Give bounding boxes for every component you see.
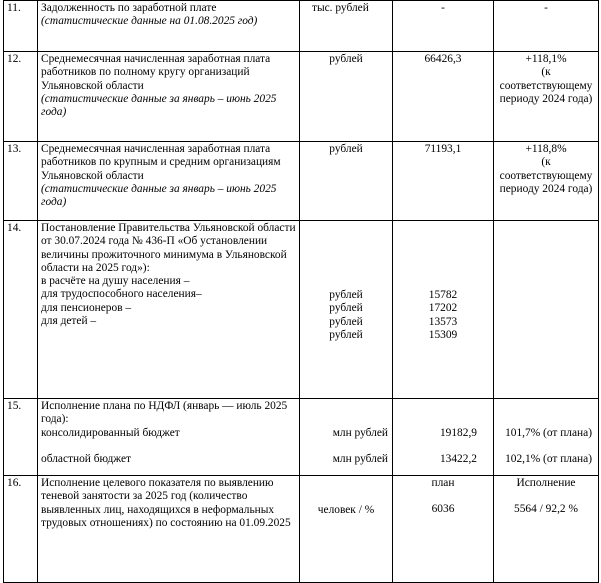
change-note-3: периоду 2024 года) bbox=[499, 182, 593, 195]
sub-unit: млн рублей bbox=[332, 427, 388, 439]
indicator-note: (статистические данные за январь – июнь 2025 года) bbox=[41, 92, 277, 119]
table-row bbox=[4, 476, 599, 583]
value-text: 6036 bbox=[431, 503, 455, 516]
indicator-note: (статистические данные на 01.08.2025 год) bbox=[41, 15, 258, 28]
indicator-cell bbox=[38, 142, 300, 221]
indicator-note: (статистические данные за январь – июнь 2025 года) bbox=[41, 182, 277, 209]
sub-label-consolidated: консолидированный бюджет bbox=[41, 426, 180, 439]
value-cell bbox=[393, 221, 494, 399]
sub-value: 15309 bbox=[428, 328, 458, 341]
unit-cell bbox=[300, 476, 393, 583]
sub-value: 13573 bbox=[428, 315, 458, 328]
table-row bbox=[4, 52, 599, 142]
unit-cell: тыс. рублей bbox=[300, 1, 393, 52]
change-percent: +118,8% bbox=[525, 143, 567, 155]
change-note-1: (к bbox=[541, 66, 551, 79]
sub-value: 17202 bbox=[428, 302, 458, 315]
sub-value: 19182,9 bbox=[439, 427, 477, 439]
indicator-cell bbox=[38, 221, 300, 399]
indicator-cell bbox=[38, 1, 300, 52]
sub-value: 15782 bbox=[428, 289, 458, 301]
row-number: 14. bbox=[4, 221, 38, 399]
sub-change: 101,7% (от плана) bbox=[505, 427, 592, 439]
indicator-name: Постановление Правительства Ульяновской области от 30.07.2024 года № 436-П «Об установлении величины прожиточного минимума в Ульяновской области на 2025 год»): bbox=[41, 222, 296, 274]
value-head: план bbox=[431, 477, 455, 489]
change-cell bbox=[494, 476, 599, 583]
sub-label-per-capita: в расчёте на душу населения – bbox=[41, 275, 190, 288]
change-cell bbox=[494, 52, 599, 142]
unit-cell: рублей bbox=[300, 52, 393, 142]
change-cell bbox=[494, 142, 599, 221]
indicator-name: Исполнение плана по НДФЛ (январь — июль 2025 года): bbox=[41, 400, 288, 426]
indicator-name: Задолженность по заработной плате bbox=[41, 2, 217, 14]
change-note-2: соответствующему bbox=[499, 169, 593, 182]
sub-unit: рублей bbox=[329, 289, 363, 301]
change-head: Исполнение bbox=[516, 477, 576, 489]
change-note-1: (к bbox=[541, 156, 551, 169]
row-number: 15. bbox=[4, 399, 38, 476]
indicator-cell bbox=[38, 476, 300, 583]
change-cell: - bbox=[494, 1, 599, 52]
sub-value: 13422,2 bbox=[439, 453, 477, 466]
unit-text: человек / % bbox=[317, 504, 375, 516]
value-cell: - bbox=[393, 1, 494, 52]
indicator-name: Среднемесячная начисленная заработная плата работников по крупным и средним организациям Ульяновской области bbox=[41, 143, 281, 182]
sub-unit: рублей bbox=[329, 302, 363, 315]
change-percent: +118,1% bbox=[525, 53, 567, 65]
sub-change: 102,1% (от плана) bbox=[505, 453, 592, 466]
change-text: 5564 / 92,2 % bbox=[514, 503, 578, 516]
indicators-table bbox=[3, 0, 599, 583]
value-cell: 71193,1 bbox=[393, 142, 494, 221]
table-row bbox=[4, 399, 599, 476]
table-row bbox=[4, 221, 599, 399]
change-cell bbox=[494, 221, 599, 399]
row-number: 12. bbox=[4, 52, 38, 142]
sub-label-children: для детей – bbox=[41, 315, 97, 328]
value-cell: 66426,3 bbox=[393, 52, 494, 142]
row-number: 11. bbox=[4, 1, 38, 52]
unit-cell: рублей bbox=[300, 142, 393, 221]
sub-unit: рублей bbox=[329, 328, 363, 341]
sub-label-pensioners: для пенсионеров – bbox=[41, 301, 132, 314]
change-cell bbox=[494, 399, 599, 476]
table-row bbox=[4, 1, 599, 52]
sub-label-working: для трудоспособного населения– bbox=[41, 288, 202, 301]
unit-cell bbox=[300, 399, 393, 476]
table-row bbox=[4, 142, 599, 221]
row-number: 13. bbox=[4, 142, 38, 221]
value-cell bbox=[393, 476, 494, 583]
value-cell bbox=[393, 399, 494, 476]
unit-cell bbox=[300, 221, 393, 399]
change-note-3: периоду 2024 года) bbox=[499, 92, 593, 105]
indicator-name: Исполнение целевого показателя по выявлению теневой занятости за 2025 год (количество выявленных лиц, находящихся в неформальных трудовых отношениях) по состоянию на 01.09.2025 bbox=[41, 477, 291, 529]
indicator-name: Среднемесячная начисленная заработная плата работников по полному кругу организаций Ульяновской области bbox=[41, 53, 271, 92]
indicator-cell bbox=[38, 52, 300, 142]
sub-unit: млн рублей bbox=[332, 453, 388, 466]
sub-unit: рублей bbox=[329, 315, 363, 328]
sub-label-regional: областной бюджет bbox=[41, 452, 131, 465]
change-note-2: соответствующему bbox=[499, 79, 593, 92]
indicator-cell bbox=[38, 399, 300, 476]
row-number: 16. bbox=[4, 476, 38, 583]
